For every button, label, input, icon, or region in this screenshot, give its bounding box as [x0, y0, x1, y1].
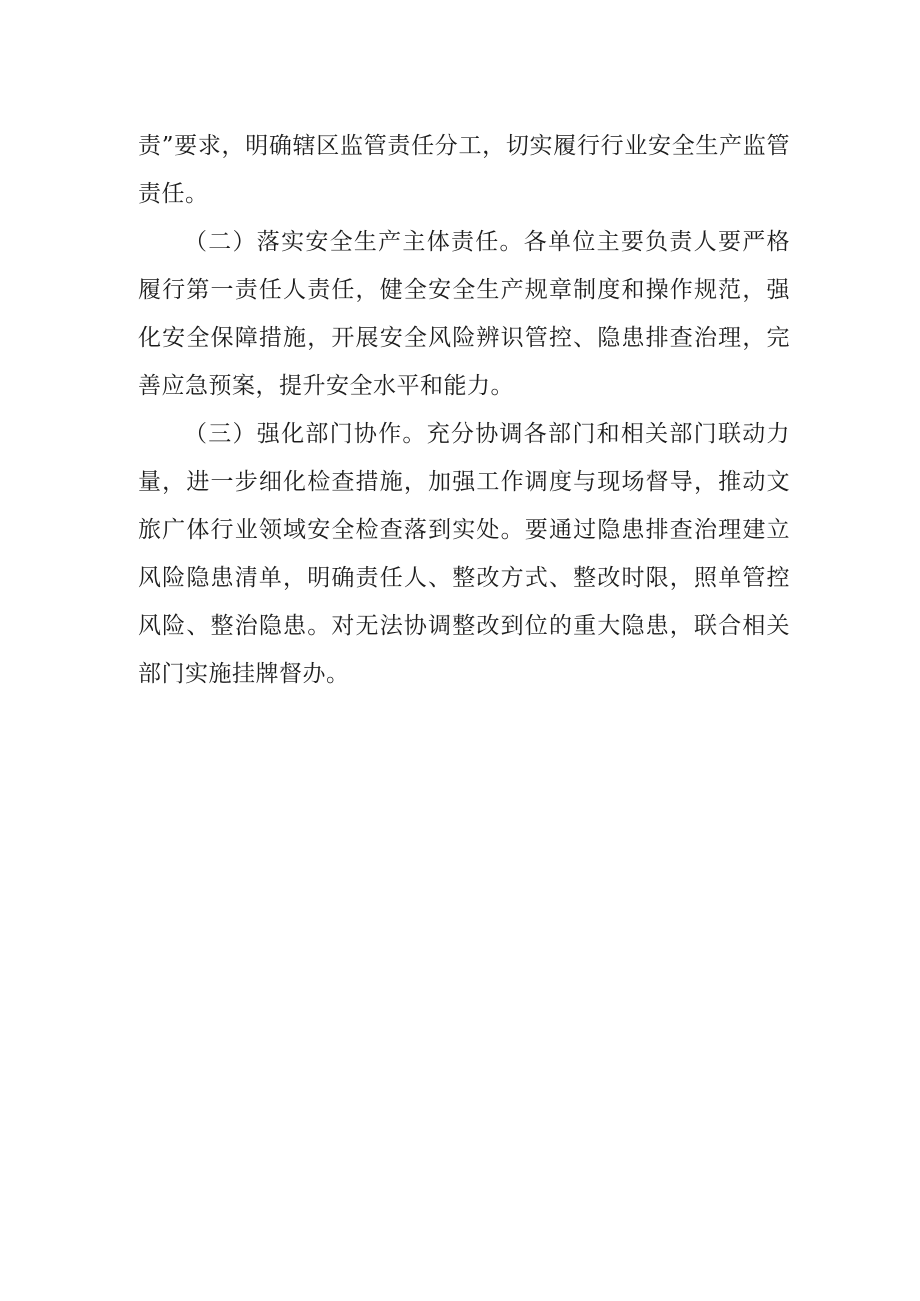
paragraph-continuation: 责”要求，明确辖区监管责任分工，切实履行行业安全生产监管责任。	[138, 133, 790, 207]
paragraph-section-2: （二）落实安全生产主体责任。各单位主要负责人要严格履行第一责任人责任，健全安全生产规章制度和操作规范，强化安全保障措施，开展安全风险辨识管控、隐患排查治理，完善应急预案，提升安全水平和能力。	[138, 229, 790, 399]
document-body	[138, 122, 790, 698]
paragraph-section-3: （三）强化部门协作。充分协调各部门和相关部门联动力量，进一步细化检查措施，加强工作调度与现场督导，推动文旅广体行业领域安全检查落到实处。要通过隐患排查治理建立风险隐患清单，明确责任人、整改方式、整改时限，照单管控风险、整治隐患。对无法协调整改到位的重大隐患，联合相关部门实施挂牌督办。	[138, 421, 790, 687]
